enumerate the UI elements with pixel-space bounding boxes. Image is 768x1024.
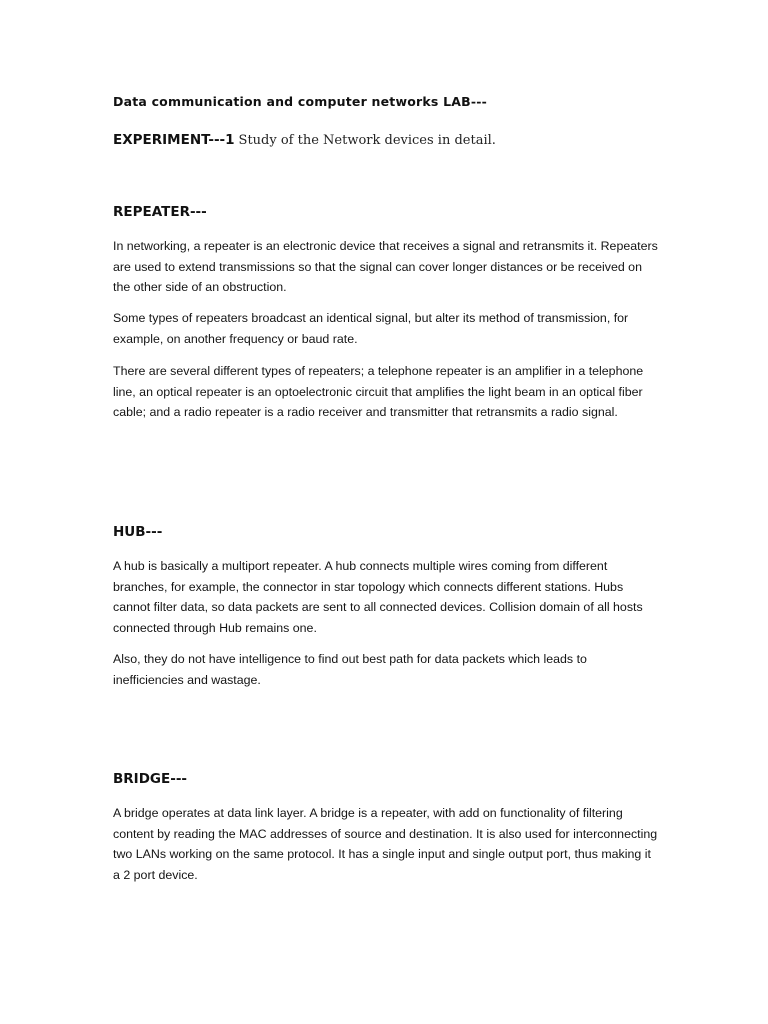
- hub-paragraph-2: Also, they do not have intelligence to find out best path for data packets which leads to inefficiencies and wastage.: [113, 652, 587, 687]
- repeater-paragraph-2: Some types of repeaters broadcast an identical signal, but alter its method of transmission, for example, on another frequency or baud rate.: [113, 311, 629, 346]
- experiment-label: EXPERIMENT---1: [113, 132, 235, 148]
- repeater-paragraph-1: In networking, a repeater is an electronic device that receives a signal and retransmits it. Repeaters are used to extend transmissions so that the signal can cover longer distances or be received on the other side of an obstruction.: [113, 239, 658, 294]
- document-title: Data communication and computer networks LAB---: [113, 94, 488, 109]
- section-heading-bridge: BRIDGE---: [113, 771, 188, 787]
- section-heading-repeater: REPEATER---: [113, 204, 207, 220]
- hub-paragraph-1: A hub is basically a multiport repeater. A hub connects multiple wires coming from different branches, for example, the connector in star topology which connects different stations. Hubs cannot filter data, so data packets are sent to all connected devices. Collision domain of all hosts connected through Hub remains one.: [113, 559, 643, 635]
- bridge-paragraph-1: A bridge operates at data link layer. A bridge is a repeater, with add on functionality of filtering content by reading the MAC addresses of source and destination. It is also used for interconnecting two LANs working on the same protocol. It has a single input and single output port, thus making it a 2 port device.: [113, 806, 658, 882]
- experiment-description: Study of the Network devices in detail.: [238, 133, 496, 148]
- repeater-paragraph-3: There are several different types of repeaters; a telephone repeater is an amplifier in a telephone line, an optical repeater is an optoelectronic circuit that amplifies the light beam in an optical fiber cable; and a radio repeater is a radio receiver and transmitter that retransmits a radio signal.: [113, 364, 644, 419]
- section-heading-hub: HUB---: [113, 524, 163, 540]
- experiment-line: [113, 131, 496, 149]
